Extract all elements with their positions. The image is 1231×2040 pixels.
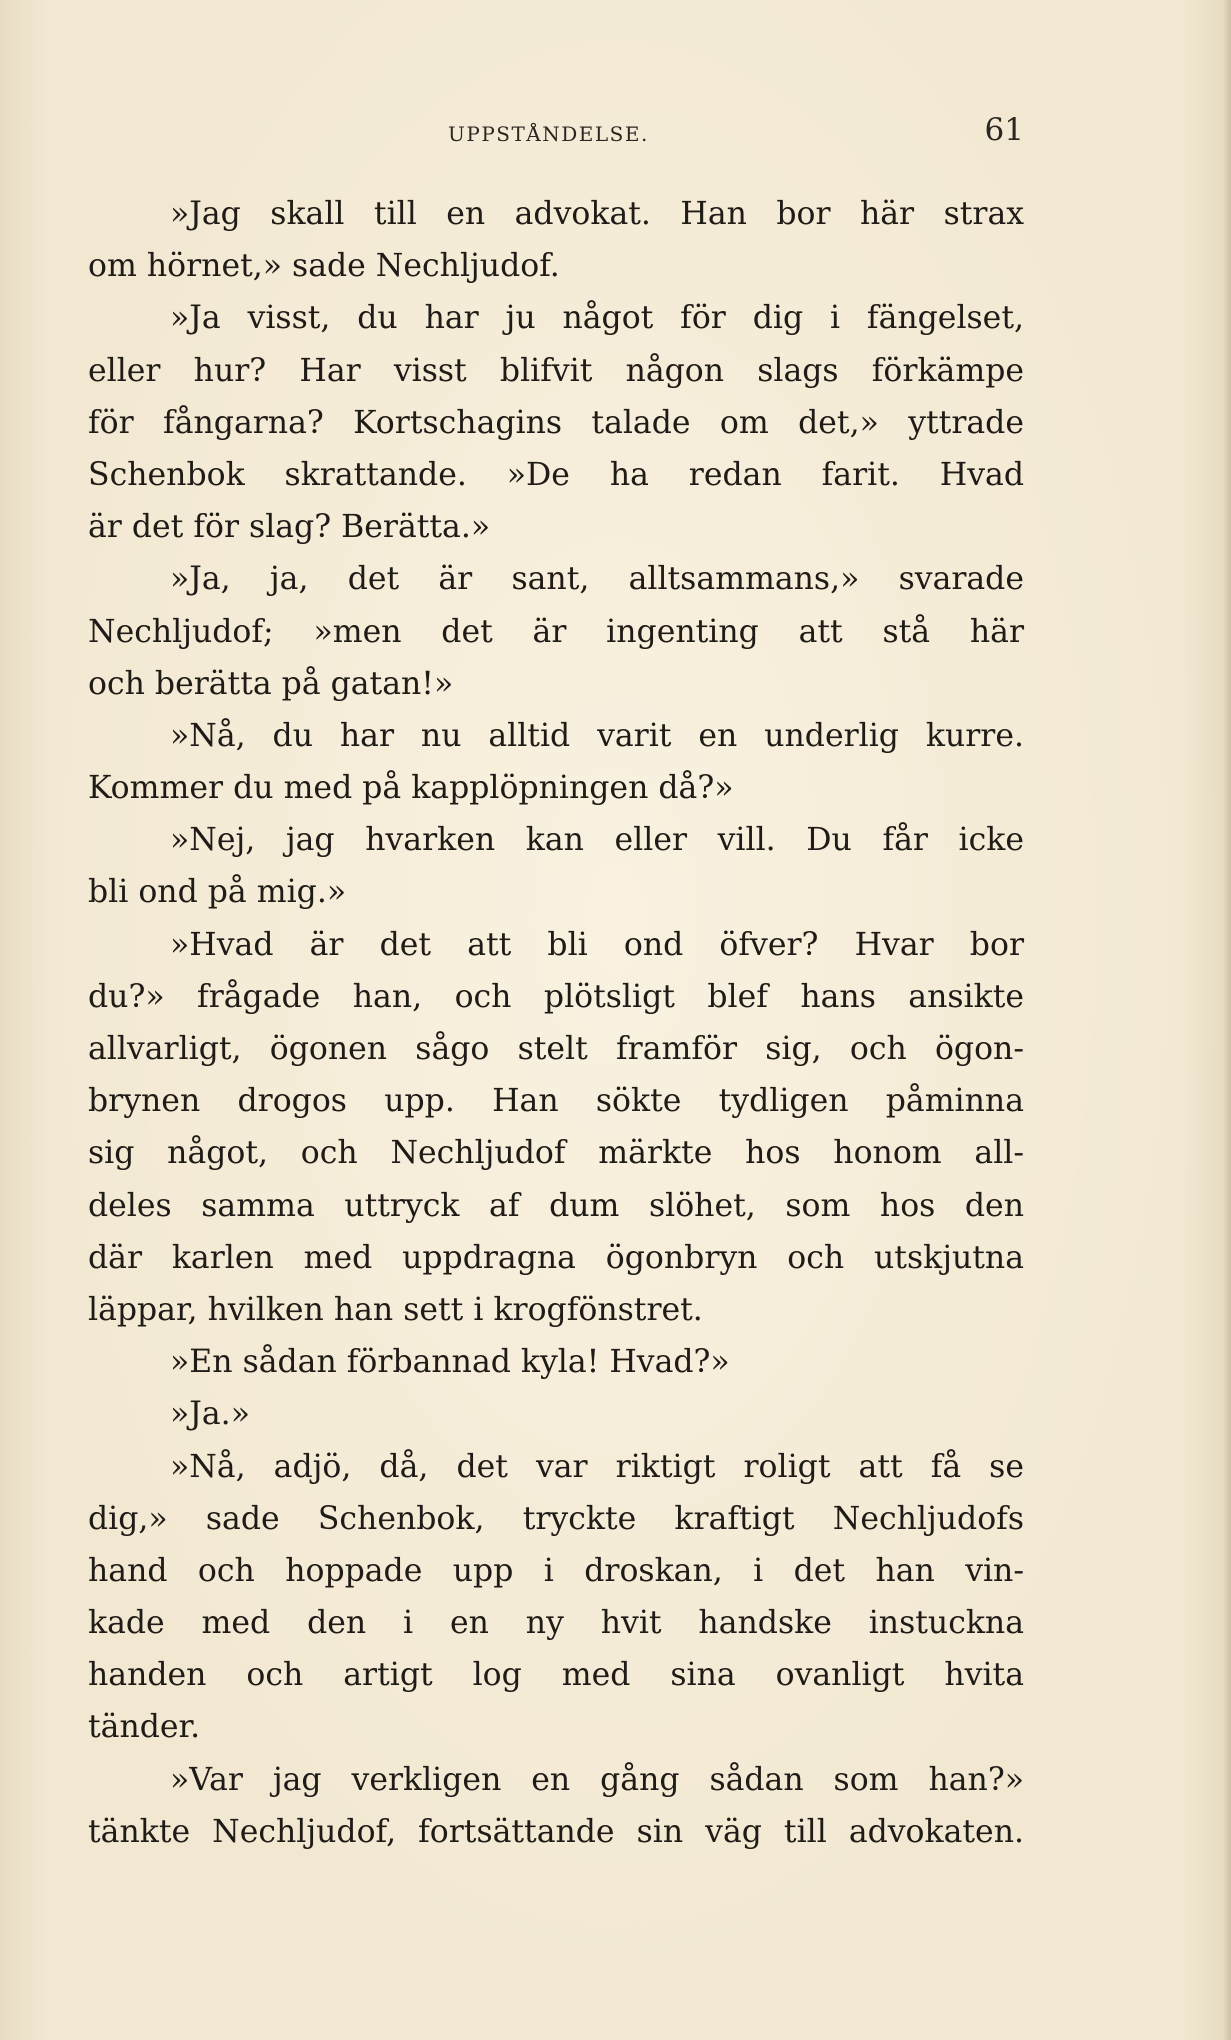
text-line: »Ja.» <box>170 1396 250 1433</box>
text-line: handen och artigt log med sina ovanligt hvita <box>88 1657 1024 1694</box>
text-line: »Ja, ja, det är sant, alltsammans,» svarade <box>170 561 1024 598</box>
text-line: och berätta på gatan!» <box>88 665 454 702</box>
text-line: Nechljudof; »men det är ingenting att stå här <box>88 613 1024 650</box>
text-line: »Nå, du har nu alltid varit en underlig kurre. <box>170 717 1024 754</box>
text-line: sig något, och Nechljudof märkte hos honom all- <box>88 1135 1024 1172</box>
text-line: eller hur? Har visst blifvit någon slags förkämpe <box>88 352 1024 389</box>
text-line: »Jag skall till en advokat. Han bor här strax <box>170 196 1024 232</box>
text-line: »En sådan förbannad kyla! Hvad?» <box>170 1344 730 1381</box>
text-line: »Nej, jag hvarken kan eller vill. Du får icke <box>170 822 1024 859</box>
page-edge-shadow <box>1223 0 1231 2040</box>
text-line: »Hvad är det att bli ond öfver? Hvar bor <box>170 926 1024 963</box>
text-line: tänder. <box>88 1709 201 1746</box>
text-line: Kommer du med på kapplöpningen då?» <box>88 770 734 807</box>
text-line: deles samma uttryck af dum slöhet, som hos den <box>88 1187 1024 1224</box>
page-number: 61 <box>984 112 1024 148</box>
text-line: du?» frågade han, och plötsligt blef hans ansikte <box>88 978 1024 1015</box>
text-line: där karlen med uppdragna ögonbryn och utskjutna <box>88 1239 1024 1276</box>
running-title: UPPSTÅNDELSE. <box>448 122 649 146</box>
text-line: om hörnet,» sade Nechljudof. <box>88 248 560 285</box>
text-line: tänkte Nechljudof, fortsättande sin väg till advokaten. <box>88 1813 1024 1850</box>
text-line: för fångarna? Kortschagins talade om det,» yttrade <box>88 404 1024 441</box>
text-line: kade med den i en ny hvit handske instuckna <box>88 1605 1024 1642</box>
text-line: Schenbok skrattande. »De ha redan farit. Hvad <box>88 456 1024 493</box>
text-line: hand och hoppade upp i droskan, i det han vin- <box>88 1552 1024 1589</box>
text-line: dig,» sade Schenbok, tryckte kraftigt Nechljudofs <box>88 1500 1024 1537</box>
text-line: bli ond på mig.» <box>88 874 347 911</box>
text-line: »Var jag verkligen en gång sådan som han?» <box>170 1761 1024 1798</box>
text-line: »Nå, adjö, då, det var riktigt roligt att få se <box>170 1448 1024 1485</box>
body-text <box>88 188 1024 1858</box>
text-line: brynen drogos upp. Han sökte tydligen påminna <box>88 1083 1024 1120</box>
text-line: är det för slag? Berätta.» <box>88 509 491 546</box>
text-line: läppar, hvilken han sett i krogfönstret. <box>88 1291 703 1328</box>
text-line: »Ja visst, du har ju något för dig i fängelset, <box>170 300 1024 337</box>
page-header <box>88 112 1024 160</box>
text-line: allvarligt, ögonen sågo stelt framför sig, och ögon- <box>88 1031 1024 1067</box>
